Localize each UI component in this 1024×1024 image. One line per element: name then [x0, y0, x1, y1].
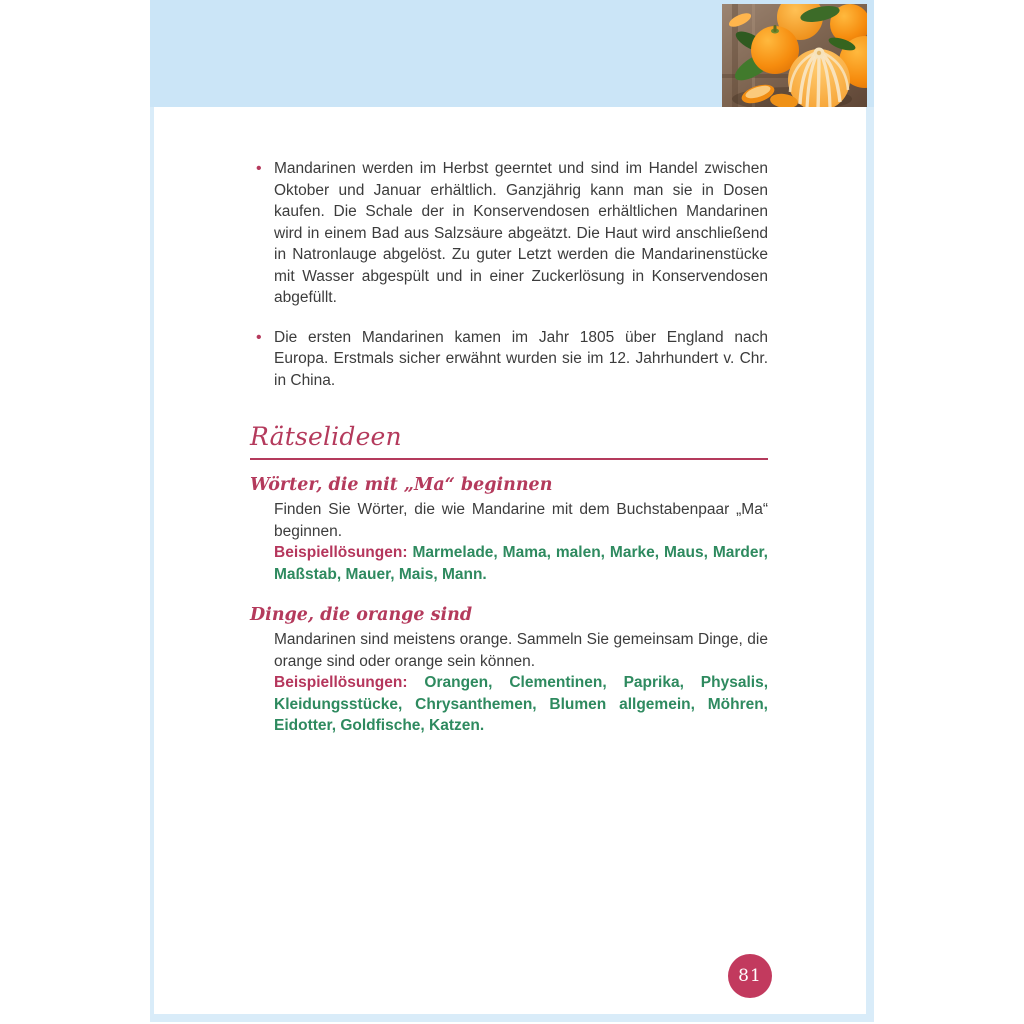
section-title-ma-words: Wörter, die mit „Ma“ beginnen: [250, 475, 553, 495]
fact-bullet-item: • Mandarinen werden im Herbst geerntet und sind im Handel zwischen Oktober und Januar erhältlich. Ganzjährig kann man sie in Dosen kaufen. Die Schale der in Konservendosen erhältlichen Mandarinen wird in einem Bad aus Salzsäure abgeätzt. Die Haut wird anschließend in Natronlauge abgelöst. Zu guter Letzt werden die Mandarinenstücke mit Wasser abgespült und in einer Zuckerlösung in Konservendosen abgefüllt.: [274, 158, 768, 309]
mandarins-photo-illustration: [722, 4, 867, 107]
page-title: Rätselideen: [250, 422, 402, 451]
section-title-orange-things: Dinge, die orange sind: [250, 605, 473, 625]
section-body-orange-things: Mandarinen sind meistens orange. Sammeln Sie gemeinsam Dinge, die orange sind oder orange sein können.: [274, 631, 768, 670]
page-content: [154, 158, 866, 737]
page-content-area: [154, 107, 866, 1014]
mandarins-photo: [722, 4, 867, 107]
header-band: [150, 0, 874, 107]
solutions-orange-things: [274, 672, 768, 737]
solutions-text: Marmelade, Mama, malen, Marke, Maus, Marder, Maßstab, Mauer, Mais, Mann.: [274, 544, 768, 583]
solutions-ma-words: [274, 542, 768, 585]
page-number-badge: 81: [728, 954, 772, 998]
book-page: [150, 0, 874, 1022]
solutions-label: Beispiellösungen:: [274, 674, 408, 691]
solutions-text: Orangen, Clementinen, Paprika, Physalis, Kleidungsstücke, Chrysanthemen, Blumen allgemein, Möhren, Eidotter, Goldfische, Katzen.: [274, 674, 768, 734]
section-body-ma-words: Finden Sie Wörter, die wie Mandarine mit dem Buchstabenpaar „Ma“ beginnen.: [274, 501, 768, 540]
fact-bullet-list: [274, 158, 768, 391]
fact-bullet-item: • Die ersten Mandarinen kamen im Jahr 1805 über England nach Europa. Erstmals sicher erwähnt wurden sie im 12. Jahrhundert v. Chr. in China.: [274, 327, 768, 392]
solutions-label: Beispiellösungen:: [274, 544, 408, 561]
heading-rule: [250, 458, 768, 460]
